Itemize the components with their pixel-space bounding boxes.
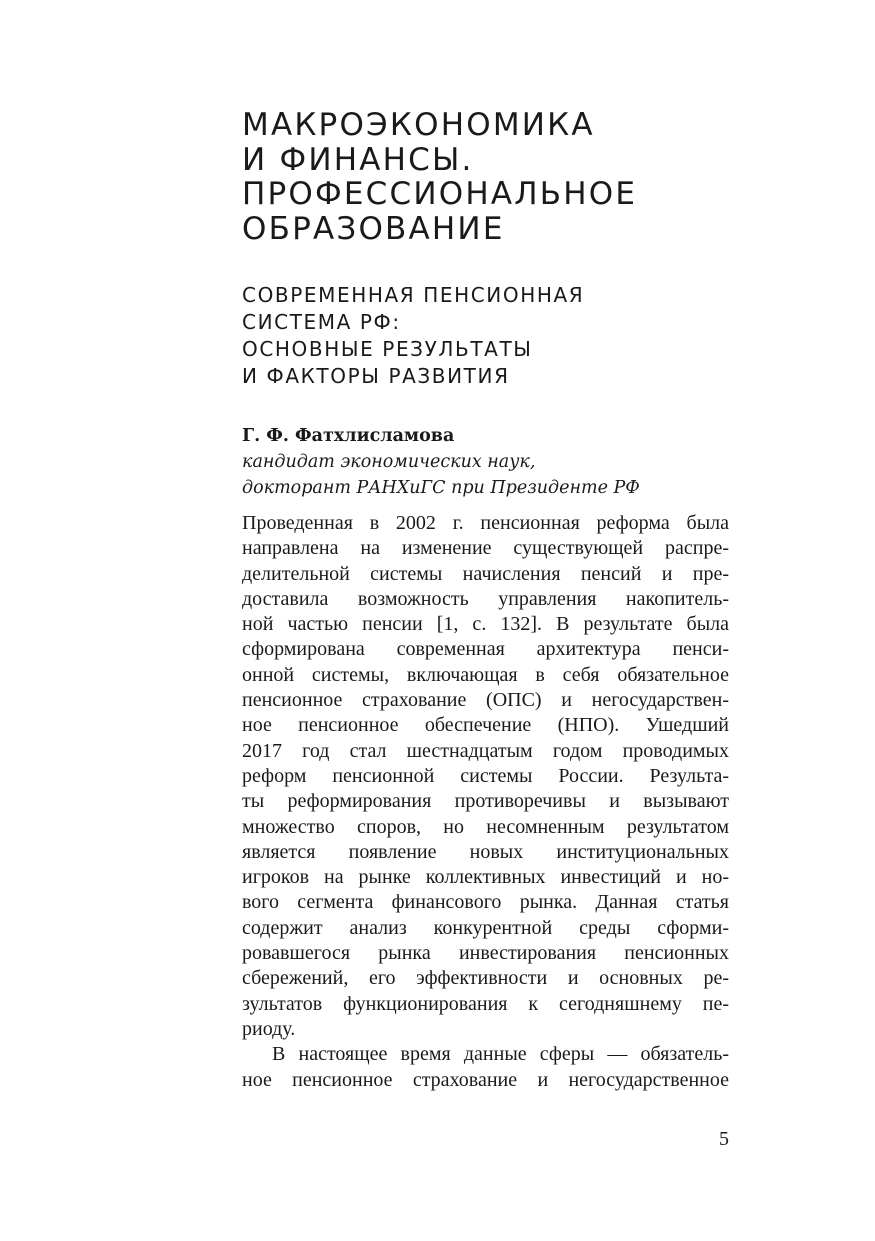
page-number: 5 — [719, 1128, 729, 1150]
text-line: содержит анализ конкурентной среды сформи- — [242, 916, 729, 939]
text-line: игроков на рынке коллективных инвестиций и но- — [242, 866, 729, 889]
text-line: ровавшегося рынка инвестирования пенсионных — [242, 942, 729, 965]
section-title-line: И ФИНАНСЫ. — [242, 141, 474, 178]
text-line: доставила возможность управления накопитель- — [242, 587, 729, 610]
article-title-line: ОСНОВНЫЕ РЕЗУЛЬТАТЫ — [242, 337, 533, 361]
article-title-line: СОВРЕМЕННАЯ ПЕНСИОННАЯ — [242, 283, 585, 307]
section-title — [242, 108, 762, 246]
text-line: направлена на изменение существующей распре- — [242, 537, 729, 560]
section-title-line: ПРОФЕССИОНАЛЬНОЕ — [242, 176, 638, 212]
author-affiliation-line: докторант РАНХиГС при Президенте РФ — [242, 478, 640, 498]
text-line: делительной системы начисления пенсий и пре- — [242, 562, 729, 585]
author-block — [242, 423, 732, 501]
text-line: В настоящее время данные сферы — обязатель- — [272, 1043, 729, 1066]
section-title-line: МАКРОЭКОНОМИКА — [242, 107, 595, 143]
text-line: является появление новых институциональных — [242, 840, 729, 863]
text-line: вого сегмента финансового рынка. Данная статья — [242, 891, 729, 914]
article-title — [242, 282, 762, 390]
article-body — [242, 511, 729, 1093]
text-line: сформирована современная архитектура пенси- — [242, 638, 729, 661]
paragraph-2 — [242, 1042, 729, 1093]
section-title-line: ОБРАЗОВАНИЕ — [242, 210, 505, 247]
text-line: ное пенсионное страхование и негосударственное — [242, 1068, 729, 1091]
text-line: онной системы, включающая в себя обязательное — [242, 663, 729, 686]
text-line: ты реформирования противоречивы и вызывают — [242, 790, 729, 813]
text-line: зультатов функционирования к сегодняшнему пе- — [242, 992, 729, 1015]
paragraph-1 — [242, 511, 729, 1042]
text-line: множество споров, но несомненным результатом — [242, 815, 729, 838]
text-line: Проведенная в 2002 г. пенсионная реформа была — [242, 512, 729, 534]
text-line: ное пенсионное обеспечение (НПО). Ушедший — [242, 714, 729, 737]
author-affiliation-line: кандидат экономических наук, — [242, 452, 536, 472]
text-line: риоду. — [242, 1017, 296, 1040]
article-title-line: И ФАКТОРЫ РАЗВИТИЯ — [242, 364, 510, 388]
article-title-line: СИСТЕМА РФ: — [242, 310, 401, 334]
text-line: реформ пенсионной системы России. Результа- — [242, 764, 729, 787]
text-line: сбережений, его эффективности и основных ре- — [242, 967, 729, 990]
text-line: 2017 год стал шестнадцатым годом проводимых — [242, 739, 729, 762]
text-line: пенсионное страхование (ОПС) и негосударствен- — [242, 689, 729, 712]
text-line: ной частью пенсии [1, с. 132]. В результате была — [242, 613, 729, 636]
author-name: Г. Ф. Фатхлисламова — [242, 426, 455, 446]
